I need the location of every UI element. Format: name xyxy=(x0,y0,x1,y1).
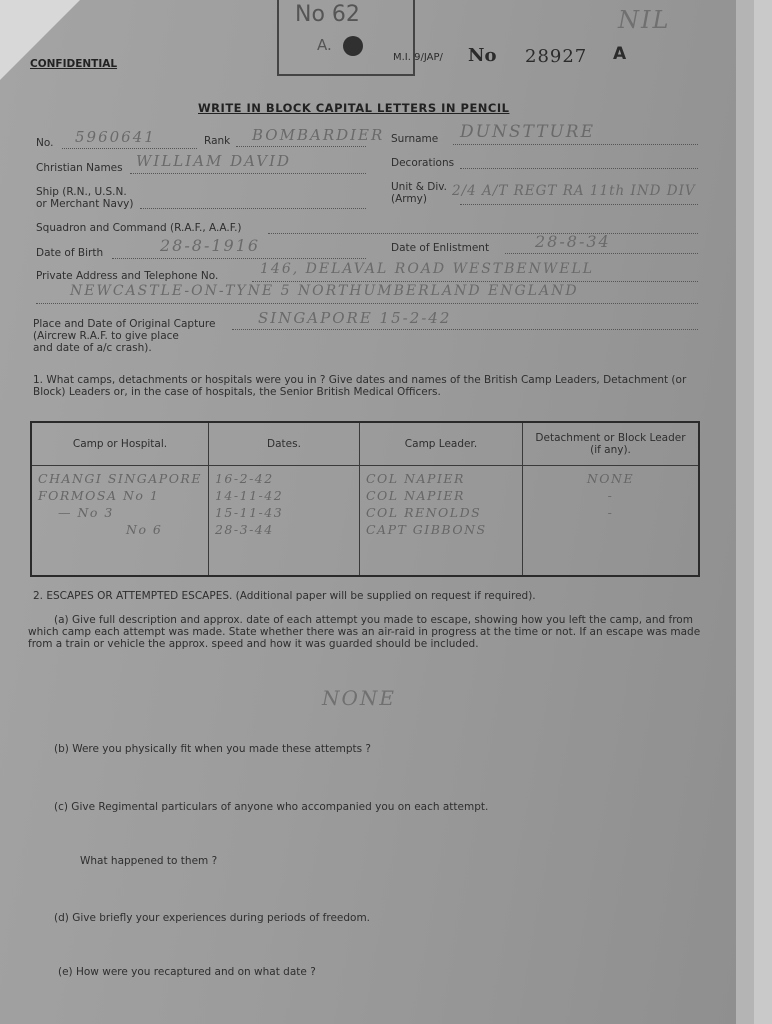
leader-entry: COL NAPIER xyxy=(365,488,465,503)
ship-line xyxy=(140,208,366,209)
form-number: 28927 xyxy=(525,46,588,67)
surname-value: DUNSTTURE xyxy=(460,122,596,142)
number-label: No xyxy=(468,45,497,66)
enlistment-value: 28-8-34 xyxy=(535,232,611,251)
dob-line xyxy=(112,258,366,259)
question-2b: (b) Were you physically fit when you made these attempts ? xyxy=(54,743,371,755)
detachment-entry: - xyxy=(607,505,614,520)
address-label: Private Address and Telephone No. xyxy=(36,270,219,282)
question-2-heading: 2. ESCAPES OR ATTEMPTED ESCAPES. (Additional paper will be supplied on request if required). xyxy=(33,590,536,602)
surname-label: Surname xyxy=(391,133,439,145)
stacked-page-edge xyxy=(736,0,754,1024)
question-1: 1. What camps, detachments or hospitals were you in ? Give dates and names of the British Camp Leaders, Detachment (or Block) Leaders or, in the case of hospitals, the Senior British Medical Officers. xyxy=(33,374,687,398)
date-entry: 14-11-42 xyxy=(214,488,284,503)
stamp-number: No 62 xyxy=(295,2,360,27)
ship-label xyxy=(36,186,133,210)
camp-entry: CHANGI SINGAPORE xyxy=(38,471,202,486)
unit-line xyxy=(460,204,698,205)
leader-entry: COL NAPIER xyxy=(365,471,465,486)
answer-2a: NONE xyxy=(322,686,396,710)
instruction-heading: WRITE IN BLOCK CAPITAL LETTERS IN PENCIL xyxy=(198,101,510,115)
ship-label-line2: or Merchant Navy) xyxy=(36,198,134,210)
header-camp-leader: Camp Leader. xyxy=(359,422,522,466)
question-2c: (c) Give Regimental particulars of anyone who accompanied you on each attempt. xyxy=(54,801,489,813)
stacked-page-edge-back xyxy=(754,0,772,1024)
confidential-label: CONFIDENTIAL xyxy=(30,58,118,70)
detachment-cell xyxy=(522,466,699,577)
header-camp: Camp or Hospital. xyxy=(31,422,208,466)
dob-label: Date of Birth xyxy=(36,247,104,259)
squadron-label: Squadron and Command (R.A.F., A.A.F.) xyxy=(36,222,242,234)
camp-cell xyxy=(31,466,208,577)
no-value: 5960641 xyxy=(75,128,156,146)
rank-line xyxy=(236,146,366,147)
question-2e: (e) How were you recaptured and on what date ? xyxy=(58,966,316,978)
camp-entry: — No 3 xyxy=(58,505,114,520)
ship-label-line1: Ship (R.N., U.S.N. xyxy=(36,186,127,198)
detachment-entry: - xyxy=(607,488,614,503)
form-reference: M.I. 9/JAP/ xyxy=(393,52,443,63)
unit-value: 2/4 A/T REGT RA 11th IND DIV xyxy=(452,183,696,199)
dob-value: 28-8-1916 xyxy=(160,236,261,255)
question-2c-followup: What happened to them ? xyxy=(80,855,218,867)
question-2a: (a) Give full description and approx. date of each attempt you made to escape, showing how you left the camp, and from which camp each attempt was made. State whether there was an air-raid in progress at the time or not. If an escape was made from a train or vehicle the approx. speed and how it was guarded should be included. xyxy=(28,614,701,650)
christian-names-value: WILLIAM DAVID xyxy=(136,152,292,170)
christian-names-line xyxy=(130,173,366,174)
dates-cell xyxy=(208,466,359,577)
rank-value: BOMBARDIER xyxy=(252,126,385,144)
unit-label-line2: (Army) xyxy=(391,193,427,205)
question-2d: (d) Give briefly your experiences during periods of freedom. xyxy=(54,912,371,924)
header-detachment: Detachment or Block Leader (if any). xyxy=(522,422,699,466)
camps-table-header xyxy=(31,422,699,466)
no-label: No. xyxy=(36,137,54,149)
stamp-letter: A. xyxy=(317,36,332,54)
christian-names-label: Christian Names xyxy=(36,162,123,174)
camps-table xyxy=(30,421,700,577)
corner-note: NIL xyxy=(618,6,671,34)
surname-line xyxy=(453,144,698,145)
leader-entry: COL RENOLDS xyxy=(365,505,482,520)
header-dates: Dates. xyxy=(208,422,359,466)
enlistment-label: Date of Enlistment xyxy=(391,242,490,254)
address-value-2: NEWCASTLE-ON-TYNE 5 NORTHUMBERLAND ENGLAND xyxy=(70,283,579,299)
seal-icon xyxy=(343,36,363,56)
leader-entry: CAPT GIBBONS xyxy=(365,522,487,537)
no-line xyxy=(62,148,197,149)
form-suffix: A xyxy=(613,44,627,64)
capture-label-line1: Place and Date of Original Capture xyxy=(33,318,216,330)
date-entry: 15-11-43 xyxy=(214,505,284,520)
date-entry: 28-3-44 xyxy=(214,522,274,537)
capture-label xyxy=(33,318,215,354)
address-line-2 xyxy=(36,303,698,304)
squadron-line xyxy=(268,233,698,234)
camps-table-body xyxy=(31,466,699,577)
decorations-label: Decorations xyxy=(391,157,455,169)
camp-entry: No 6 xyxy=(126,522,163,537)
unit-label xyxy=(391,181,447,205)
enlistment-line xyxy=(505,253,698,254)
decorations-line xyxy=(460,168,698,169)
capture-label-line2: (Aircrew R.A.F. to give place xyxy=(33,330,179,342)
camp-entry: FORMOSA No 1 xyxy=(38,488,160,503)
office-stamp xyxy=(277,0,415,76)
detachment-entry: NONE xyxy=(586,471,635,486)
leader-cell xyxy=(359,466,522,577)
rank-label: Rank xyxy=(204,135,231,147)
address-value-1: 146, DELAVAL ROAD WESTBENWELL xyxy=(260,261,595,277)
date-entry: 16-2-42 xyxy=(214,471,274,486)
capture-line xyxy=(232,329,698,330)
unit-label-line1: Unit & Div. xyxy=(391,181,447,193)
address-line-1 xyxy=(252,281,698,282)
capture-value: SINGAPORE 15-2-42 xyxy=(258,309,452,327)
capture-label-line3: and date of a/c crash). xyxy=(33,342,152,354)
